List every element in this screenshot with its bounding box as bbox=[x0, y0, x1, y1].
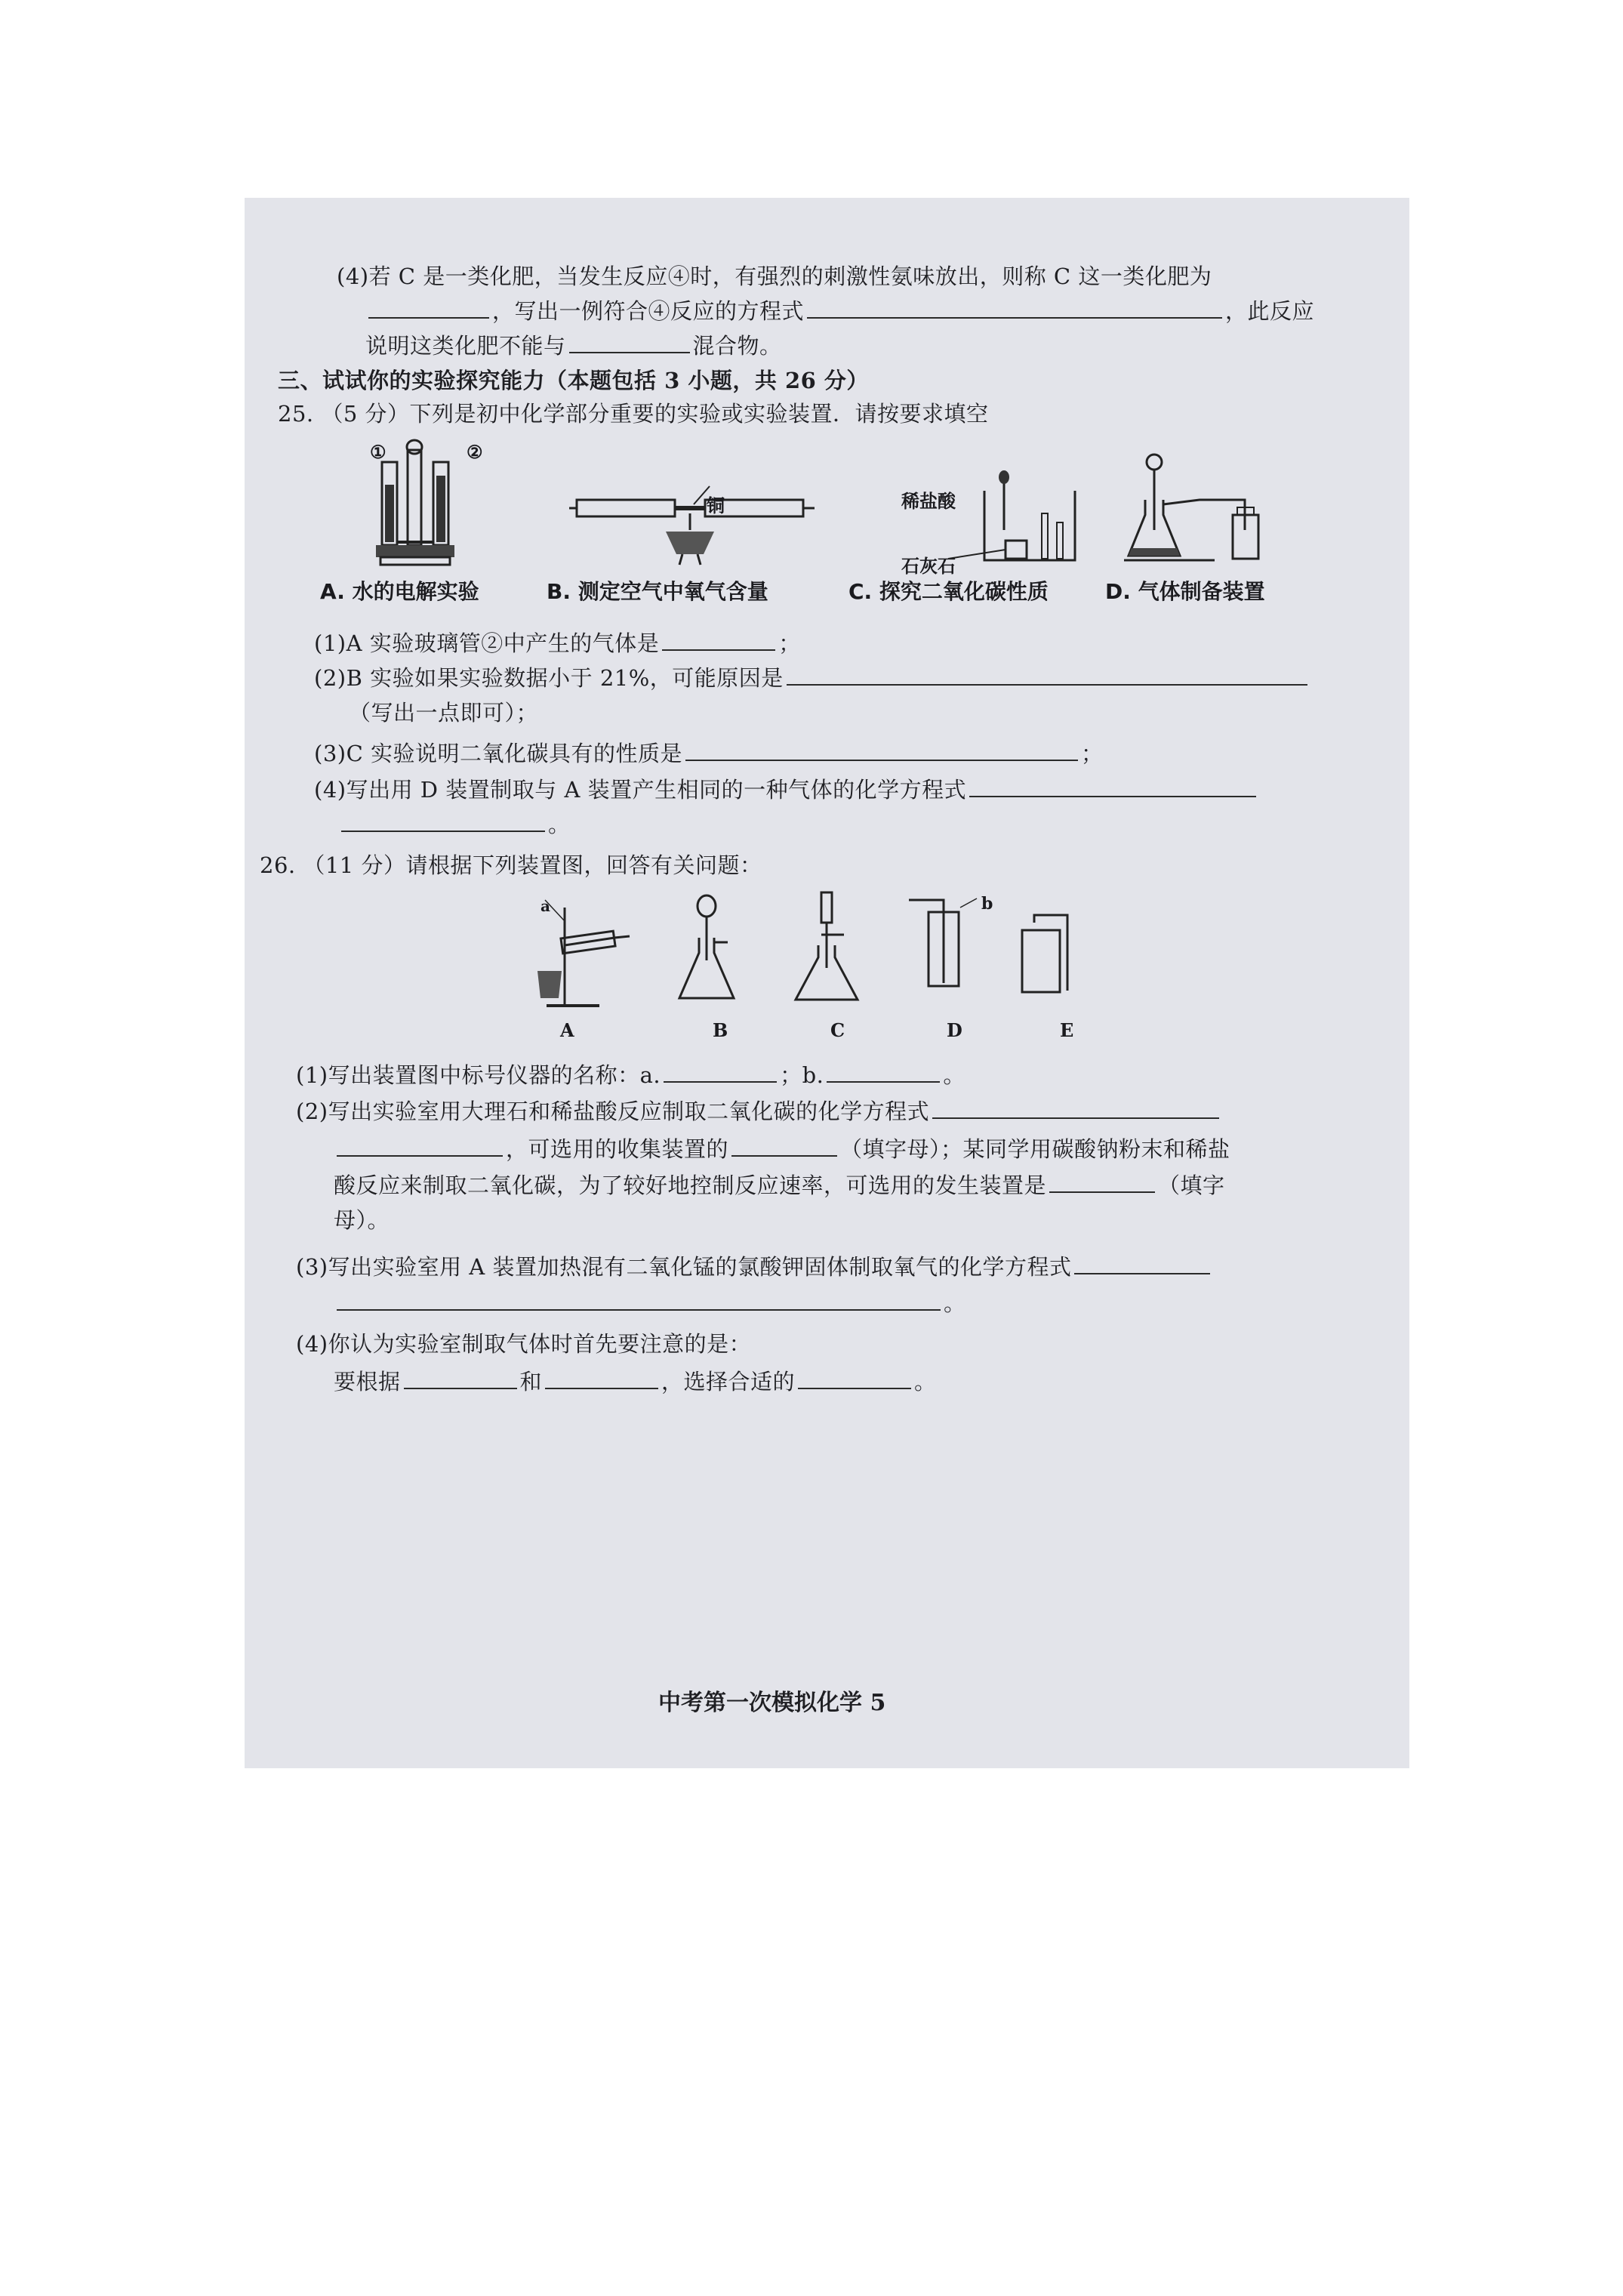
q25-p4-cont: 。 bbox=[338, 811, 571, 838]
q26-p2-line2: ，可选用的收集装置的 （填字母）；某同学用碳酸钠粉末和稀盐 bbox=[334, 1136, 1230, 1163]
exam-page bbox=[245, 198, 1409, 1768]
label-tube-1: ① bbox=[370, 441, 387, 463]
label-dilute-hcl: 稀盐酸 bbox=[901, 490, 956, 512]
q26-p2-line4: 母）。 bbox=[334, 1207, 390, 1233]
q26-p2-line3: 酸反应来制取二氧化碳，为了较好地控制反应速率，可选用的发生装置是 （填字 bbox=[334, 1173, 1225, 1198]
app-label-a: A bbox=[560, 1019, 574, 1041]
section3-title: 三、试试你的实验探究能力（本题包括 3 小题，共 26 分） bbox=[278, 368, 869, 393]
q25-p3: (3)C 实验说明二氧化碳具有的性质是 ； bbox=[314, 741, 1104, 766]
q24-4-line2: ，写出一例符合④反应的方程式 ，此反应 bbox=[365, 297, 1314, 325]
blank-25-1[interactable] bbox=[662, 630, 775, 651]
app-label-c: C bbox=[830, 1019, 845, 1041]
q25-p1: (1)A 实验玻璃管②中产生的气体是 ； bbox=[314, 630, 801, 656]
q26-p4: (4)你认为实验室制取气体时首先要注意的是： bbox=[296, 1331, 752, 1357]
blank-26-a[interactable] bbox=[664, 1062, 777, 1083]
q24-4-line3: 说明这类化肥不能与 混合物。 bbox=[365, 333, 782, 359]
page-footer: 中考第一次模拟化学 5 bbox=[658, 1690, 886, 1716]
mark-a: a bbox=[540, 897, 550, 915]
q24-4-line1: (4)若 C 是一类化肥，当发生反应④时，有强烈的刺激性氨味放出，则称 C 这一类化肥为 bbox=[337, 264, 1212, 289]
label-copper: 铜 bbox=[707, 495, 725, 516]
blank-25-4b[interactable] bbox=[341, 811, 545, 832]
caption-c: C. 探究二氧化碳性质 bbox=[848, 579, 1049, 604]
blank-26-2b[interactable] bbox=[337, 1136, 503, 1157]
blank-26-2c[interactable] bbox=[731, 1136, 837, 1157]
q25-p2-note: （写出一点即可）； bbox=[349, 700, 539, 726]
blank-26-3a[interactable] bbox=[1074, 1253, 1210, 1274]
q26-stem: 26. （11 分）请根据下列装置图，回答有关问题： bbox=[260, 852, 762, 878]
caption-a: A. 水的电解实验 bbox=[320, 579, 479, 604]
limestone-pointer bbox=[947, 553, 1007, 568]
blank-25-4[interactable] bbox=[969, 776, 1256, 797]
blank-25-3[interactable] bbox=[685, 740, 1078, 761]
blank-26-4a[interactable] bbox=[404, 1368, 517, 1389]
blank-equation-4[interactable] bbox=[807, 297, 1222, 319]
blank-26-b[interactable] bbox=[827, 1062, 940, 1083]
label-limestone: 石灰石 bbox=[901, 555, 956, 577]
blank-26-2d[interactable] bbox=[1049, 1172, 1155, 1193]
apparatus-row-diagram bbox=[531, 892, 1105, 1013]
q25-p4: (4)写出用 D 装置制取与 A 装置产生相同的一种气体的化学方程式 bbox=[314, 776, 1259, 803]
q26-p4-line2: 要根据 和 ，选择合适的 。 bbox=[334, 1369, 937, 1395]
caption-b: B. 测定空气中氧气含量 bbox=[547, 579, 768, 604]
q26-p3: (3)写出实验室用 A 装置加热混有二氧化锰的氯酸钾固体制取氧气的化学方程式 bbox=[296, 1253, 1213, 1281]
blank-fertilizer-type[interactable] bbox=[368, 297, 489, 319]
app-label-b: B bbox=[713, 1019, 728, 1041]
gas-generation-diagram bbox=[1124, 455, 1275, 568]
oxygen-content-diagram bbox=[569, 485, 818, 568]
q25-stem: 25. （5 分）下列是初中化学部分重要的实验或实验装置．请按要求填空 bbox=[278, 401, 989, 427]
mark-b: b bbox=[981, 894, 993, 914]
q25-p2: (2)B 实验如果实验数据小于 21%，可能原因是 bbox=[314, 664, 1310, 692]
blank-26-4c[interactable] bbox=[798, 1368, 911, 1389]
blank-26-3b[interactable] bbox=[337, 1290, 941, 1311]
q26-p1: (1)写出装置图中标号仪器的名称：a. ；b. 。 bbox=[296, 1062, 965, 1088]
label-tube-2: ② bbox=[467, 441, 483, 463]
app-label-e: E bbox=[1060, 1019, 1074, 1041]
blank-26-2a[interactable] bbox=[932, 1098, 1219, 1119]
q26-p3-cont: 。 bbox=[334, 1290, 966, 1317]
q26-p2: (2)写出实验室用大理石和稀盐酸反应制取二氧化碳的化学方程式 bbox=[296, 1098, 1222, 1125]
blank-mix-with[interactable] bbox=[569, 332, 690, 353]
caption-d: D. 气体制备装置 bbox=[1105, 579, 1265, 604]
blank-25-2[interactable] bbox=[787, 664, 1307, 686]
app-label-d: D bbox=[947, 1019, 962, 1041]
blank-26-4b[interactable] bbox=[545, 1368, 658, 1389]
